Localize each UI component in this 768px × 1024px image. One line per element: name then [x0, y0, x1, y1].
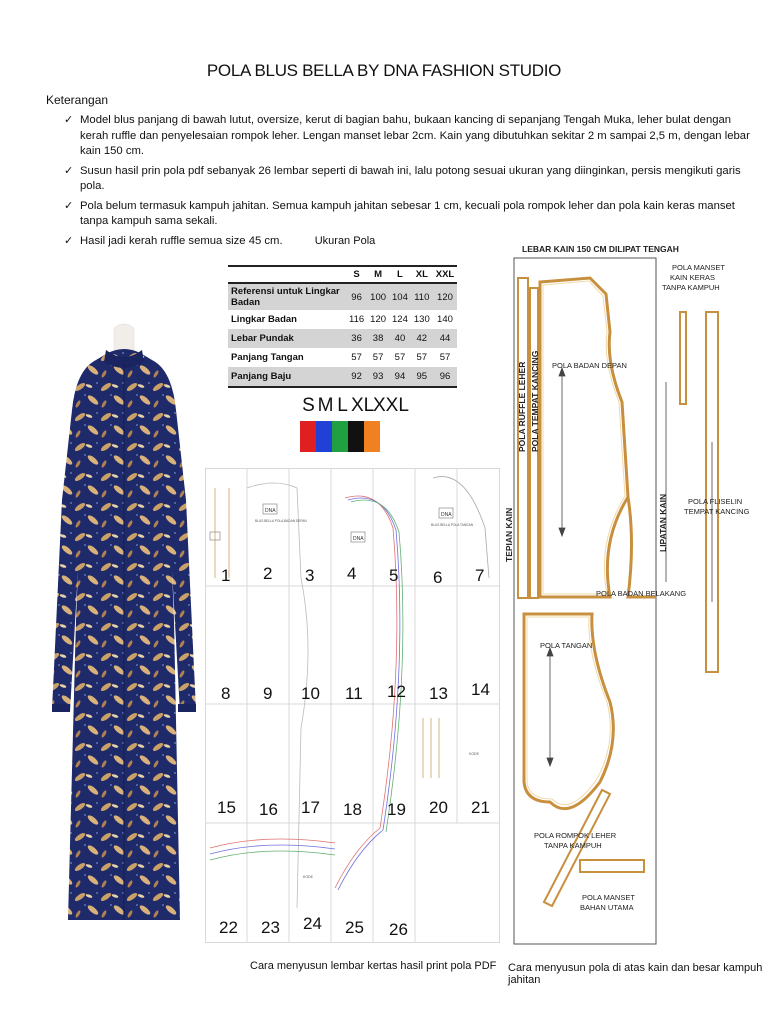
checkmark-icon: ✓: [64, 114, 74, 126]
sheet-number: 19: [387, 800, 406, 819]
table-cell: 120: [433, 283, 457, 310]
checkmark-icon: ✓: [64, 199, 74, 212]
checkmark-icon: ✓: [64, 234, 74, 247]
ruffle-collar-label: POLA RUFFLE LEHER: [517, 361, 527, 452]
sheet-number: 22: [219, 918, 238, 937]
table-cell: 57: [394, 352, 406, 363]
notes-list: [64, 113, 754, 253]
table-cell: 95: [411, 367, 433, 387]
legend-label: XL: [351, 395, 375, 416]
table-cell: 44: [433, 329, 457, 348]
table-row: [228, 348, 457, 367]
sheet-number: 23: [261, 918, 280, 937]
header-cell: XXL: [433, 266, 457, 283]
swatch-m: [316, 421, 332, 452]
neck-binding-label: TANPA KAMPUH: [544, 841, 602, 850]
swatch-l: [332, 421, 348, 452]
sheet-number: 9: [263, 684, 273, 703]
note-text: Susun hasil prin pola pdf sebanyak 26 lembar seperti di bawah ini, lalu potong sesuai ukuran yang diinginkan, persis mengikuti garis pola.: [80, 164, 741, 192]
table-row: [228, 367, 457, 387]
sheet-piece-label: BLUS BELLA POLA TANGAN: [431, 523, 474, 527]
cuff-interfacing-label: KAIN KERAS: [670, 273, 716, 282]
table-cell: 96: [346, 283, 367, 310]
table-cell: 93: [367, 367, 389, 387]
table-row: [228, 329, 457, 348]
selvedge-label: TEPIAN KAIN: [504, 507, 514, 562]
sheet-brand-mark: DNA: [265, 508, 276, 514]
note-item: [64, 164, 754, 195]
cuff-main-label: POLA MANSET: [582, 893, 635, 902]
dress-photo: [48, 320, 200, 940]
cuff-main-label: BAHAN UTAMA: [580, 903, 634, 912]
row-label: Panjang Baju: [228, 367, 346, 387]
sheet-number: 3: [305, 566, 315, 585]
table-cell: 57: [439, 352, 451, 363]
sheet-layout-caption: Cara menyusun lembar kertas hasil print pola PDF: [250, 960, 497, 972]
back-body-label: POLA BADAN BELAKANG: [596, 589, 687, 598]
swatch-xl: [348, 421, 364, 452]
table-cell: 92: [346, 367, 367, 387]
table-cell: 96: [433, 367, 457, 387]
legend-label: S: [302, 395, 315, 416]
sheet-number: 14: [471, 680, 490, 699]
sheet-number: 7: [475, 566, 485, 585]
sheet-fold-note: KODE: [303, 875, 313, 879]
placket-interfacing-label: POLA FLISELIN: [688, 497, 743, 506]
table-cell: 120: [370, 314, 387, 325]
sheet-number: 4: [347, 564, 357, 583]
sheet-brand-mark: DNA: [441, 512, 452, 518]
swatch-xxl: [364, 421, 380, 452]
sheet-number: 8: [221, 684, 231, 703]
header-cell: M: [367, 266, 389, 283]
note-text: Hasil jadi kerah ruffle semua size 45 cm.: [80, 234, 283, 247]
legend-label: M: [317, 395, 334, 416]
sheet-number: 5: [389, 566, 399, 585]
table-cell: 36: [346, 329, 367, 348]
table-cell: 57: [351, 352, 362, 363]
sheet-number: 2: [263, 564, 273, 583]
table-row: [228, 310, 457, 329]
sheet-number: 24: [303, 914, 322, 933]
note-text: Pola belum termasuk kampuh jahitan. Semua kampuh jahitan sebesar 1 cm, kecuali pola rompok leher dan pola kain keras manset tanpa kampuh sama sekali.: [80, 199, 735, 227]
sheet-number: 11: [345, 684, 363, 703]
swatch-s: [300, 421, 316, 452]
table-row: [228, 283, 457, 310]
table-cell: 40: [389, 329, 411, 348]
header-cell: S: [346, 266, 367, 283]
placket-interfacing-label: TEMPAT KANCING: [684, 507, 750, 516]
size-color-swatches: [300, 421, 380, 452]
pdf-sheet-layout: [205, 468, 500, 943]
sheet-number: 26: [389, 920, 408, 939]
sheet-brand-mark: DNA: [353, 536, 364, 542]
legend-label: L: [337, 395, 348, 416]
table-cell: 38: [367, 329, 389, 348]
table-cell: 42: [411, 329, 433, 348]
row-label: Lebar Pundak: [228, 329, 346, 348]
page-title: POLA BLUS BELLA BY DNA FASHION STUDIO: [206, 61, 562, 80]
header-cell: [228, 266, 346, 283]
button-placket-label: POLA TEMPAT KANCING: [530, 350, 540, 452]
table-cell: 116: [349, 314, 365, 325]
sheet-number: 10: [301, 684, 320, 703]
cuff-interfacing-label: TANPA KAMPUH: [662, 283, 720, 292]
note-item: [64, 113, 754, 160]
row-label: Panjang Tangan: [231, 352, 304, 363]
row-label: Referensi untuk Lingkar Badan: [228, 283, 346, 310]
sheet-number: 18: [343, 800, 362, 819]
table-cell: 57: [372, 352, 384, 363]
table-cell: 104: [389, 283, 411, 310]
notes-heading: Keterangan: [46, 93, 109, 107]
table-cell: 94: [389, 367, 411, 387]
fabric-layout-diagram: [504, 242, 750, 947]
sheet-number: 6: [433, 568, 443, 587]
table-cell: 100: [367, 283, 389, 310]
table-cell: 124: [392, 314, 408, 325]
sheet-fold-note: KODE: [469, 752, 479, 756]
cuff-interfacing-label: POLA MANSET: [672, 263, 725, 272]
sheet-number: 13: [429, 684, 448, 703]
checkmark-icon: ✓: [64, 164, 74, 177]
sheet-number: 12: [387, 682, 406, 701]
front-body-label: POLA BADAN DEPAN: [552, 361, 627, 370]
legend-label: XXL: [373, 395, 409, 416]
size-table-header: [228, 266, 457, 283]
sheet-number: 21: [471, 798, 490, 817]
sheet-number: 20: [429, 798, 448, 817]
fold-label: LIPATAN KAIN: [658, 493, 668, 552]
table-cell: 110: [411, 283, 433, 310]
note-text: Model blus panjang di bawah lutut, oversize, kerut di bagian bahu, bukaan kancing di sepanjang Tengah Muka, leher bulat dengan kerah ruffle dan penyelesaian rompok leher. Lengan manset lebar 2cm. Kain yang dibutuhkan sekitar 2 m sampai 2,5 m, dengan lebar kain 150 cm.: [80, 114, 750, 157]
sleeve-label: POLA TANGAN: [540, 641, 593, 650]
sheet-number: 17: [301, 798, 320, 817]
sheet-piece-label: BLUS BELLA POLA BADAN DEPAN: [255, 519, 307, 523]
size-legend-labels: [300, 395, 409, 417]
size-table-caption: Ukuran Pola: [314, 235, 376, 247]
neck-binding-label: POLA ROMPOK LEHER: [534, 831, 617, 840]
table-cell: 140: [437, 314, 453, 325]
header-cell: XL: [411, 266, 433, 283]
note-item: [64, 199, 754, 230]
sheet-grid-lines: [205, 468, 500, 943]
header-cell: L: [389, 266, 411, 283]
row-label: Lingkar Badan: [231, 314, 297, 325]
table-cell: 57: [416, 352, 428, 363]
size-table: [228, 265, 457, 388]
sheet-number: 25: [345, 918, 364, 937]
fabric-width-label: LEBAR KAIN 150 CM DILIPAT TENGAH: [522, 244, 679, 254]
sheet-number: 16: [259, 800, 278, 819]
sheet-number: 15: [217, 798, 236, 817]
table-cell: 130: [413, 314, 430, 325]
sheet-number: 1: [221, 566, 231, 585]
fabric-layout-caption: Cara menyusun pola di atas kain dan besar kampuh jahitan: [508, 962, 763, 986]
